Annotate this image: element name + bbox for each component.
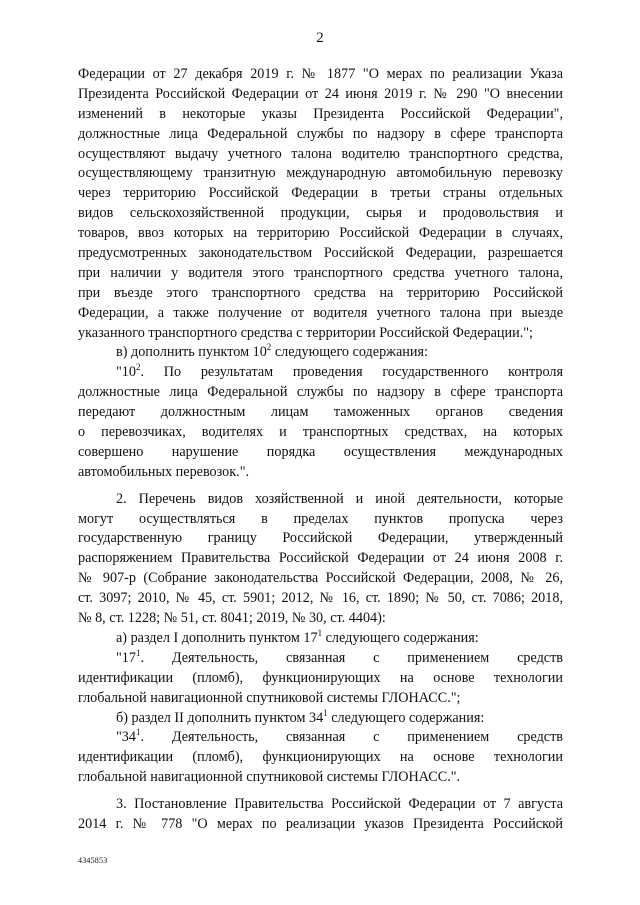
superscript: 1 — [135, 647, 141, 658]
text-line-content: 3. Постановление Правительства Российской Федерации от 7 августа — [116, 796, 563, 813]
text-line-content: Президента Российской Федерации от 24 июня 2019 г. № 290 "О внесении — [78, 85, 563, 102]
text-line — [78, 490, 563, 510]
document-body — [78, 65, 563, 835]
text-line — [78, 125, 563, 145]
text-line-continuation: . По результатам проведения государственного контроля — [140, 364, 563, 381]
text-line — [78, 609, 563, 629]
text-line — [78, 343, 563, 363]
text-line — [78, 363, 563, 383]
text-line-content: идентификации (пломб), функционирующих на основе технологии — [78, 749, 563, 766]
text-line-content: идентификации (пломб), функционирующих на основе технологии — [78, 669, 563, 686]
text-line-content: в) дополнить пунктом 10 — [116, 344, 267, 361]
text-line — [78, 204, 563, 224]
text-line-content: "17 — [116, 649, 136, 666]
text-line — [78, 689, 563, 709]
text-line — [78, 669, 563, 689]
text-line-content: "10 — [116, 364, 136, 381]
text-line — [78, 549, 563, 569]
text-line-content: 2014 г. № 778 "О мерах по реализации указов Президента Российской — [78, 815, 563, 832]
text-line — [78, 145, 563, 165]
text-line-content: изменений в некоторые указы Президента Российской Федерации", — [78, 105, 563, 122]
text-line-content: передают должностным лицам таможенных органов сведения — [78, 404, 563, 421]
superscript: 2 — [135, 362, 141, 373]
text-line-continuation: следующего содержания: — [322, 629, 479, 646]
text-line — [78, 284, 563, 304]
text-line-content: предусмотренных законодательством Российской Федерации, разрешается — [78, 245, 563, 262]
text-line-continuation: следующего содержания: — [271, 344, 428, 361]
text-line — [78, 589, 563, 609]
text-line-continuation: . Деятельность, связанная с применением средств — [140, 649, 563, 666]
text-line — [78, 709, 563, 729]
text-line — [78, 443, 563, 463]
text-line — [78, 510, 563, 530]
text-line — [78, 85, 563, 105]
text-line-content: должностные лица Федеральной службы по надзору в сфере транспорта — [78, 125, 563, 142]
text-line-content: осуществляющему транзитную международную автомобильную перевозку — [78, 165, 563, 182]
text-line — [78, 324, 563, 344]
text-line-content: о перевозчиках, водителях и транспортных средствах, на которых — [78, 424, 563, 441]
text-line — [78, 728, 563, 748]
page-number: 2 — [316, 30, 324, 46]
text-line — [78, 815, 563, 835]
text-line — [78, 463, 563, 483]
text-line-content: 2. Перечень видов хозяйственной и иной деятельности, которые — [116, 490, 563, 507]
text-line — [78, 748, 563, 768]
text-line — [78, 649, 563, 669]
text-line-content: Федерации от 27 декабря 2019 г. № 1877 "О мерах по реализации Указа — [78, 66, 563, 82]
text-line — [78, 423, 563, 443]
text-line-content: совершено нарушение порядка осуществления международных — [78, 443, 563, 460]
text-line-content: государственную границу Российской Федерации, утвержденный — [78, 530, 563, 547]
text-line-content: через территорию Российской Федерации в третьи страны отдельных — [78, 185, 563, 202]
text-line — [78, 569, 563, 589]
text-line-content: автомобильных перевозок.". — [78, 463, 250, 480]
text-line-continuation: . Деятельность, связанная с применением средств — [140, 729, 563, 746]
text-line-content: а) раздел I дополнить пунктом 17 — [116, 629, 318, 646]
text-line-content: б) раздел II дополнить пунктом 34 — [116, 709, 324, 726]
text-line-content: видов сельскохозяйственной продукции, сырья и продовольствия и — [78, 205, 563, 222]
text-line — [78, 264, 563, 284]
text-line — [78, 184, 563, 204]
text-line — [78, 629, 563, 649]
text-line — [78, 795, 563, 815]
text-line-content: глобальной навигационной спутниковой системы ГЛОНАСС.". — [78, 769, 461, 786]
superscript: 1 — [317, 627, 323, 638]
text-line — [78, 529, 563, 549]
text-line-content: товаров, ввоз которых на территорию Российской Федерации в случаях, — [78, 225, 563, 242]
superscript: 1 — [135, 727, 141, 738]
superscript: 1 — [323, 707, 328, 718]
text-line — [78, 383, 563, 403]
text-line-content: при въезде этого транспортного средства на территорию Российской — [78, 284, 563, 301]
text-line-content: могут осуществляться в пределах пунктов пропуска через — [78, 510, 563, 527]
text-line-content: № 8, ст. 1228; № 51, ст. 8041; 2019, № 30, ст. 4404): — [78, 610, 386, 627]
text-line — [78, 403, 563, 423]
text-line-content: № 907-р (Собрание законодательства Российской Федерации, 2008, № 26, — [78, 570, 563, 587]
text-line-content: Федерации, а также получение от водителя учетного талона при выезде — [78, 304, 563, 321]
text-line-content: ст. 3097; 2010, № 45, ст. 5901; 2012, № 16, ст. 1890; № 50, ст. 7086; 2018, — [78, 590, 563, 607]
text-line-content: "34 — [116, 729, 136, 746]
document-code: 4345853 — [78, 856, 108, 865]
text-line — [78, 768, 563, 788]
text-line-content: осуществляют выдачу учетного талона водителю транспортного средства, — [78, 145, 563, 162]
superscript: 2 — [266, 342, 272, 353]
text-line — [78, 304, 563, 324]
text-line — [78, 244, 563, 264]
text-line-continuation: следующего содержания: — [327, 709, 485, 726]
text-line — [78, 164, 563, 184]
text-line-content: глобальной навигационной спутниковой системы ГЛОНАСС."; — [78, 689, 461, 706]
text-line-content: при наличии у водителя этого транспортного средства учетного талона, — [78, 264, 563, 281]
text-line — [78, 224, 563, 244]
text-line-content: указанного транспортного средства с территории Российской Федерации."; — [78, 324, 533, 341]
text-line — [78, 65, 563, 85]
text-line-content: распоряжением Правительства Российской Федерации от 24 июня 2008 г. — [78, 550, 563, 567]
text-line — [78, 105, 563, 125]
text-line-content: должностные лица Федеральной службы по надзору в сфере транспорта — [78, 384, 563, 401]
